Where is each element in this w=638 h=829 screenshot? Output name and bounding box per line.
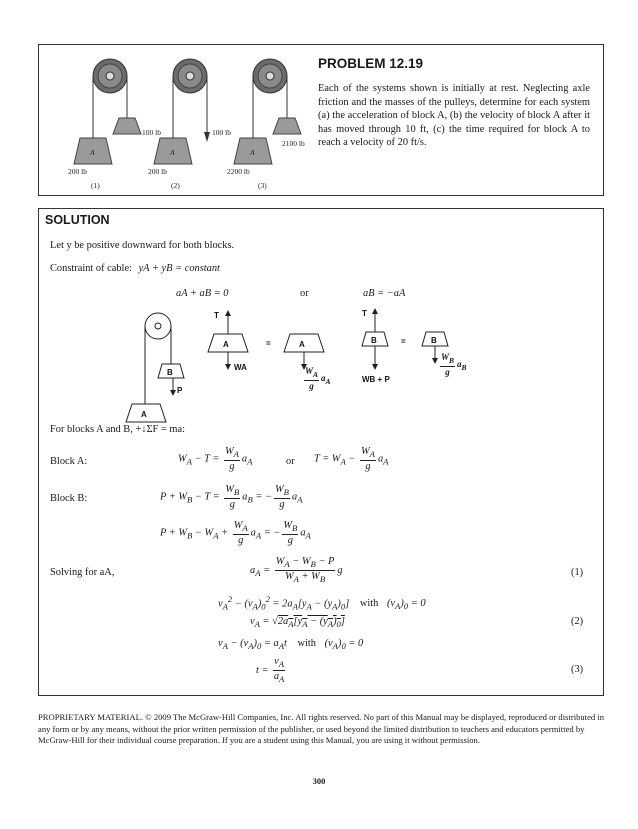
problem-figure bbox=[50, 50, 320, 192]
block-a-eq: $W_A - T$ = $\frac{W_A}{g}$ $a_A$ bbox=[178, 446, 253, 473]
problem-statement: Each of the systems shown is initially at rest. Neglecting axle friction and the masses of the pulleys, determine for each system (a) the acceleration of block A, (b) the velocity of block A after it has moved through 10 ft, (c) the time required for block A to reach a velocity of 20 ft/s. bbox=[318, 83, 590, 149]
system-2-figure bbox=[148, 59, 231, 190]
fbd-equals-1: = bbox=[266, 339, 271, 348]
accel-constraint-eq: aA + aB = 0 bbox=[176, 288, 229, 299]
svg-text:A: A bbox=[250, 148, 255, 157]
with-text-1: with bbox=[359, 598, 379, 610]
sys1-right-weight: 100 lb bbox=[142, 128, 161, 137]
fbd-tension-a-label: T bbox=[214, 311, 219, 320]
free-body-diagram bbox=[110, 304, 490, 444]
svg-text:A: A bbox=[299, 340, 305, 349]
fbd-weight-a-label: WA bbox=[234, 363, 247, 372]
sys1-left-weight: 200 lb bbox=[68, 167, 87, 176]
fbd-weight-b-plus-p-label: WB + P bbox=[362, 375, 390, 384]
constraint-line bbox=[50, 263, 220, 274]
eq-number-1: (1) bbox=[571, 567, 584, 578]
or-text-1: or bbox=[300, 288, 309, 299]
proprietary-notice: PROPRIETARY MATERIAL. © 2009 The McGraw-Hill Companies, Inc. All rights reserved. No part of this Manual may be displayed, reproduced or distributed in any form or by any means, without the prior written permission of the publisher, or used beyond the limited distribution to teachers and educators permitted by McGraw-Hill for their individual course preparation. If you are a student using this Manual, you are using it without permission. bbox=[38, 712, 605, 745]
block-b-eq: $P + W_B - T$ = $\frac{W_B}{g}$ $a_B$ = − $\frac{W_B}{g}$ $a_A$ bbox=[160, 484, 303, 511]
blocks-force-line: For blocks A and B, +↓ΣF = ma: bbox=[50, 424, 185, 435]
constraint-eq: yA + yB = constant bbox=[138, 263, 220, 274]
velocity-time-eq: $v_A - (v_A)_0 = a_At$ with $(v_A)_0 = 0$ bbox=[218, 638, 364, 652]
svg-text:A: A bbox=[223, 340, 229, 349]
svg-text:B: B bbox=[431, 336, 437, 345]
solution-line-1: Let y be positive downward for both blocks. bbox=[50, 240, 235, 251]
accel-relation-eq: aB = −aA bbox=[363, 288, 406, 299]
sys2-left-weight: 200 lb bbox=[148, 167, 167, 176]
combined-eq: $P + W_B - W_A$ + $\frac{W_A}{g}$ $a_A$ = − $\frac{W_B}{g}$ $a_A$ bbox=[160, 520, 311, 547]
fbd-inertia-b: $\frac{W_B}{g}$ $a_B$ bbox=[441, 352, 467, 377]
fbd-tension-b-label: T bbox=[362, 309, 367, 318]
block-b-label: Block B: bbox=[50, 493, 88, 504]
page-number: 300 bbox=[312, 776, 326, 786]
solution-title: SOLUTION bbox=[45, 213, 110, 227]
block-a-tension-eq: $T = W_A$ − $\frac{W_A}{g}$ $a_A$ bbox=[314, 446, 389, 473]
eq-number-3: (3) bbox=[571, 664, 584, 675]
sys3-left-weight: 2200 lb bbox=[227, 167, 250, 176]
fbd-block-b-label: B bbox=[167, 368, 173, 377]
fbd-inertia-a: $\frac{W_A}{g}$ $a_A$ bbox=[305, 366, 331, 391]
accel-solution-eq: $a_A$ = $\frac{W_A - W_B - P}{W_A + W_B}$ g bbox=[250, 556, 343, 585]
fbd-block-a-label: A bbox=[141, 410, 147, 419]
sys3-number: (3) bbox=[258, 181, 267, 190]
or-text-2: or bbox=[286, 456, 295, 467]
sys2-right-weight: 100 lb bbox=[212, 128, 231, 137]
svg-text:B: B bbox=[371, 336, 377, 345]
sys3-right-weight: 2100 lb bbox=[282, 139, 305, 148]
svg-text:A: A bbox=[90, 148, 95, 157]
eq-number-2: (2) bbox=[571, 616, 584, 627]
velocity-eq: $v_A = √2a_A[y_A - (y_A)_0]$ bbox=[250, 616, 345, 630]
sys2-number: (2) bbox=[171, 181, 180, 190]
velocity-squared-eq: $v_A^2 - (v_A)_0^2 = 2a_A[y_A - (y_A)_0]$ with $(v_A)_0 = 0$ bbox=[218, 594, 426, 612]
time-eq: t = $\frac{v_A}{a_A}$ bbox=[256, 656, 285, 685]
fbd-force-p-label: P bbox=[177, 386, 183, 395]
fbd-equals-2: = bbox=[401, 337, 406, 346]
constraint-label: Constraint of cable: bbox=[50, 263, 132, 274]
solving-label: Solving for aA, bbox=[50, 567, 115, 578]
with-text-2: with bbox=[297, 638, 316, 649]
svg-text:A: A bbox=[170, 148, 175, 157]
sys1-number: (1) bbox=[91, 181, 100, 190]
block-a-label: Block A: bbox=[50, 456, 88, 467]
system-3-figure bbox=[227, 59, 305, 190]
problem-title: PROBLEM 12.19 bbox=[318, 56, 424, 71]
